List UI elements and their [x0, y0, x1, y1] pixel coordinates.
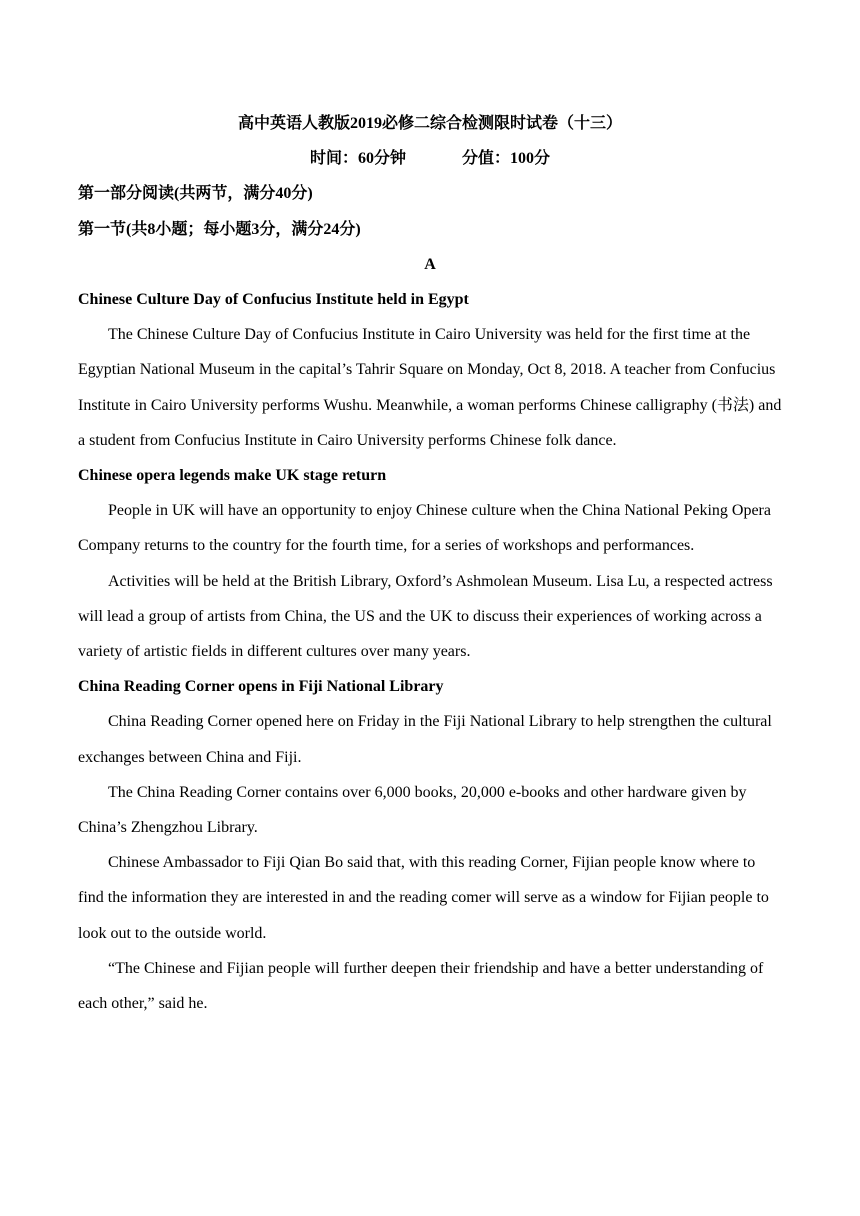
section-one-title: 第一节(共8小题；每小题3分，满分24分) — [78, 220, 361, 238]
article-paragraph: “The Chinese and Fijian people will further deepen their friendship and have a better understanding of each other,” said he. — [78, 959, 764, 1012]
article-paragraph: Activities will be held at the British Library, Oxford’s Ashmolean Museum. Lisa Lu, a respected actress will lead a group of artists from China, the US and the UK to discuss their experiences of working across a variety of artistic fields in different cultures over many years. — [78, 572, 773, 660]
passage-letter: A — [424, 255, 436, 273]
document-page — [78, 106, 782, 1021]
exam-time-score — [78, 141, 782, 176]
article-heading: Chinese Culture Day of Confucius Institute held in Egypt — [78, 290, 469, 308]
article-heading: China Reading Corner opens in Fiji National Library — [78, 678, 444, 696]
article-heading: Chinese opera legends make UK stage return — [78, 466, 387, 484]
exam-time: 时间：60分钟 — [309, 150, 406, 168]
article-paragraph: Chinese Ambassador to Fiji Qian Bo said that, with this reading Corner, Fijian people know where to find the information they are interested in and the reading comer will serve as a window for Fijian people to look out to the outside world. — [78, 854, 769, 942]
article-paragraph: People in UK will have an opportunity to enjoy Chinese culture when the China National Peking Opera Company returns to the country for the fourth time, for a series of workshops and performances. — [78, 502, 771, 555]
part-one-title: 第一部分阅读(共两节，满分40分) — [78, 185, 313, 203]
exam-title: 高中英语人教版2019必修二综合检测限时试卷（十三） — [237, 115, 622, 132]
article-paragraph: China Reading Corner opened here on Friday in the Fiji National Library to help strengthen the cultural exchanges between China and Fiji. — [78, 713, 772, 766]
article-paragraph: The China Reading Corner contains over 6,000 books, 20,000 e-books and other hardware given by China’s Zhengzhou Library. — [78, 783, 747, 836]
exam-score: 分值：100分 — [462, 150, 551, 168]
article-paragraph: The Chinese Culture Day of Confucius Institute in Cairo University was held for the first time at the Egyptian National Museum in the capital’s Tahrir Square on Monday, Oct 8, 2018. A teacher from Confucius Institute in Cairo University performs Wushu. Meanwhile, a woman performs Chinese calligraphy (书法) and a student from Confucius Institute in Cairo University performs Chinese folk dance. — [78, 326, 782, 449]
